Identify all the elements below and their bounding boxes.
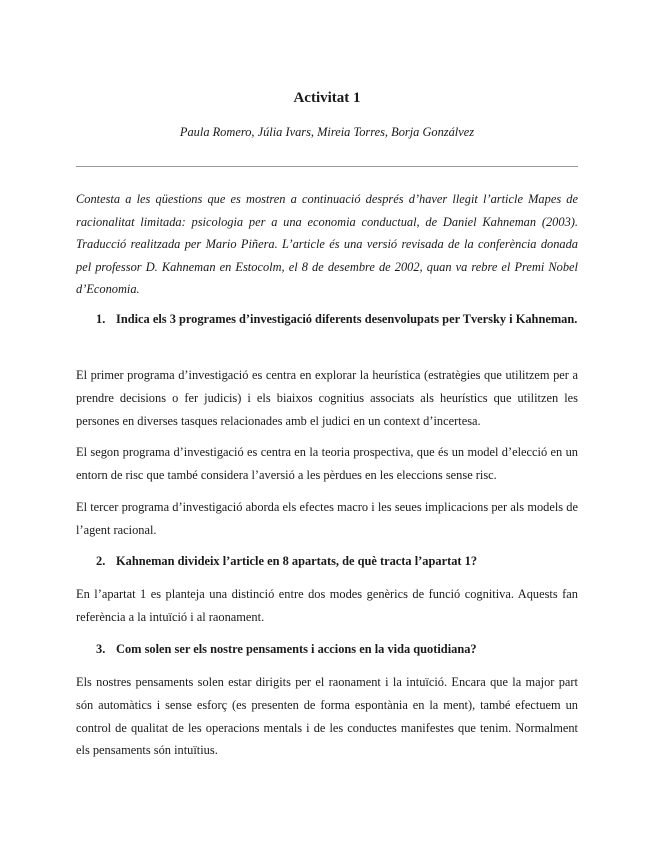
question-2-text: Kahneman divideix l’article en 8 apartats, de què tracta l’apartat 1? <box>116 554 478 568</box>
answer-2-paragraph-1: En l’apartat 1 es planteja una distinció entre dos modes genèrics de funció cognitiva. Aquests fan referència a la intuïció i al raonament. <box>76 587 578 624</box>
intro-paragraph: Contesta a les qüestions que es mostren a continuació després d’haver llegit l’article Mapes de racionalitat limitada: psicologia per a una economia conductual, de Daniel Kahneman (2003). Traducció realitzada per Mario Piñera. L’article és una versió revisada de la conferència donada pel professor D. Kahneman en Estocolm, el 8 de desembre de 2002, quan va rebre el Premi Nobel d’Economia. <box>76 192 578 296</box>
answer-1-paragraph-1: El primer programa d’investigació es centra en explorar la heurística (estratègies que utilitzem per a prendre decisions o fer judicis) i els biaixos cognitius associats als heurístics que utilitzen les persones en diverses tasques relacionades amb el judici en un context d’incertesa. <box>76 368 578 428</box>
answer-1-paragraph-3: El tercer programa d’investigació aborda els efectes macro i les seues implicacions per als models de l’agent racional. <box>76 500 578 537</box>
question-3-text: Com solen ser els nostre pensaments i accions en la vida quotidiana? <box>116 642 477 656</box>
answer-1-paragraph-2: El segon programa d’investigació es centra en la teoria prospectiva, que és un model d’elecció en un entorn de risc que també considera l’aversió a les pèrdues en les eleccions sense risc. <box>76 445 578 482</box>
question-3 <box>96 638 578 661</box>
question-1 <box>96 308 578 331</box>
document-title: Activitat 1 <box>293 90 361 106</box>
question-1-text: Indica els 3 programes d’investigació diferents desenvolupats per Tversky i Kahneman. <box>116 312 578 326</box>
answer-3-paragraph-1: Els nostres pensaments solen estar dirigits per el raonament i la intuïció. Encara que la major part són automàtics i sense esforç (es presenten de forma espontània en la ment), també efectuem un control de qualitat de les operacions mentals i de les conductes manifestes que tenim. Normalment els pensaments són intuïtius. <box>76 675 578 758</box>
horizontal-divider <box>76 166 578 167</box>
question-2 <box>96 550 578 573</box>
question-3-number: 3. <box>96 642 106 656</box>
question-1-number: 1. <box>96 312 106 326</box>
question-2-number: 2. <box>96 554 106 568</box>
document-authors: Paula Romero, Júlia Ivars, Mireia Torres, Borja Gonzálvez <box>179 125 475 139</box>
